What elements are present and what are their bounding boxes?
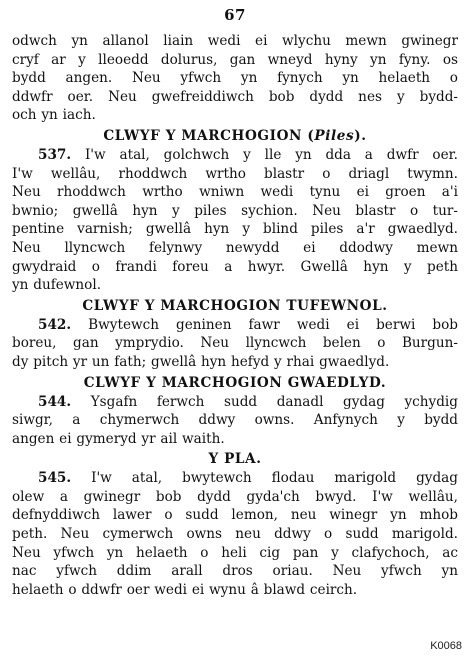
section-heading: Y PLA.: [208, 451, 262, 468]
text-line: helaeth o ddwfr oer wedi ei wynu â blawd ceirch.: [12, 581, 358, 598]
text-line: [12, 146, 458, 165]
section-piles: [12, 127, 458, 295]
text-line: yn dufewnol.: [12, 277, 102, 294]
text-line: och yn iach.: [12, 107, 96, 124]
text-line: I'w wellâu, rhoddwch wrtho blastr o driagl twymn.: [12, 165, 458, 182]
text-line: pentine varnish; gwellâ hyn y blind piles a'r gwaedlyd.: [12, 221, 458, 238]
paragraph-number: 545.: [38, 470, 72, 487]
line-text: I'w atal, golchwch y lle yn dda a dwfr oer.: [71, 146, 458, 163]
paragraph-number: 544.: [38, 393, 72, 410]
text-line: olew a gwinegr bob dydd gyda'ch bwyd. I'w wellâu,: [12, 488, 458, 505]
text-line: gwydraid o frandi foreu a hwyr. Gwellâ hyn y peth: [12, 258, 458, 275]
text-line: siwgr, a chymerwch ddwy owns. Anfynych y bydd: [12, 412, 458, 429]
line-text: Ysgafn ferwch sudd danadl gydag ychydig: [71, 393, 458, 410]
text-line: bydd angen. Neu yfwch yn fynych yn helaeth o: [12, 70, 458, 87]
section-bleeding-piles: [12, 374, 458, 449]
heading-italic: Piles: [314, 127, 355, 144]
text-line: [12, 469, 458, 488]
text-line: angen ei gymeryd yr ail waith.: [12, 430, 225, 447]
text-line: boreu, gan ymprydio. Neu llyncwch belen o Burgun-: [12, 335, 458, 352]
text-body: [12, 32, 458, 599]
text-line: odwch yn allanol liain wedi ei wlychu mewn gwinegr: [12, 33, 458, 49]
paragraph-number: 537.: [38, 146, 72, 163]
text-line: ddwfr oer. Neu gwefreiddiwch bob dydd nes y bydd-: [12, 88, 458, 105]
paragraph-number: 542.: [38, 316, 72, 333]
text-line: peth. Neu cymerwch owns neu ddwy o sudd marigold.: [12, 526, 458, 543]
section-plague: [12, 450, 458, 599]
heading-text: CLWYF Y MARCHOGION (: [103, 127, 315, 144]
section-heading: CLWYF Y MARCHOGION GWAEDLYD.: [83, 374, 387, 391]
section-heading: [12, 127, 458, 146]
text-line: dy pitch yr un fath; gwellâ hyn hefyd y rhai gwaedlyd.: [12, 353, 390, 370]
text-line: [12, 393, 458, 412]
text-line: Neu rhoddwch wrtho wniwn wedi tynu ei groen a'i: [12, 184, 458, 201]
text-line: cryf ar y lleoedd dolurus, gan wneyd hyny yn fyny. os: [12, 51, 458, 68]
text-line: bwnio; gwellâ hyn y piles sychion. Neu blastr o tur-: [12, 202, 458, 219]
continuation-paragraph: [12, 32, 458, 125]
text-line: Neu llyncwch felynwy newydd ei ddodwy mewn: [12, 239, 458, 256]
section-internal-piles: [12, 297, 458, 372]
text-line: nac yfwch ddim arall dros oriau. Neu yfwch yn: [12, 563, 458, 580]
archive-code: K0068: [430, 640, 462, 652]
text-line: Neu yfwch yn helaeth o heli cig pan y clafychoch, ac: [12, 544, 458, 561]
page-number: 67: [224, 6, 246, 24]
section-heading: CLWYF Y MARCHOGION TUFEWNOL.: [82, 297, 388, 314]
heading-end: ).: [354, 127, 367, 144]
text-line: defnyddiwch lawer o sudd lemon, neu winegr yn mhob: [12, 507, 458, 524]
text-line: [12, 316, 458, 335]
line-text: I'w atal, bwytewch flodau marigold gydag: [71, 470, 458, 487]
line-text: Bwytewch geninen fawr wedi ei berwi bob: [71, 316, 458, 333]
